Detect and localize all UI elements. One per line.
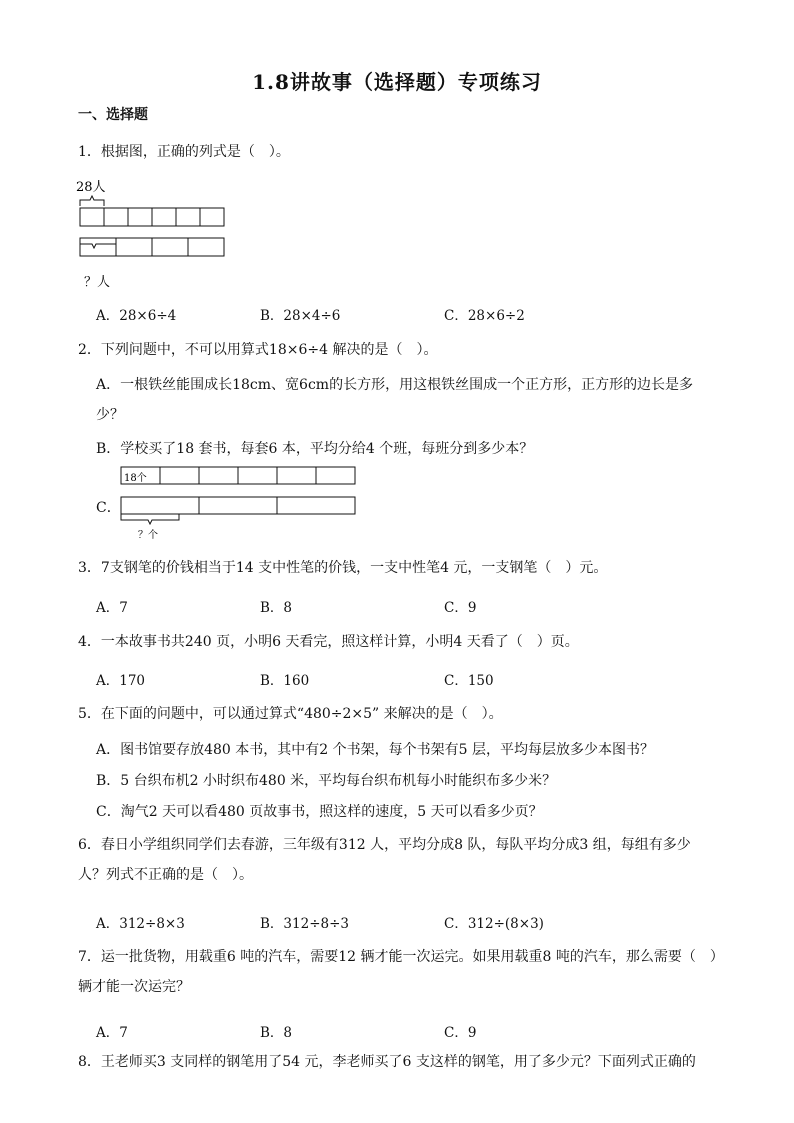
q2-bottom-segment [121,497,199,514]
question-3: 3．7支钢笔的价钱相当于14 支中性笔的价钱，一支中性笔4 元，一支钢笔（ ）元。 [78,560,608,576]
q6-option-b[interactable]: B．312÷8÷3 [260,916,349,932]
q4-option-c[interactable]: C．150 [444,673,494,689]
q1-top-segment [128,208,152,226]
q5-option-a[interactable]: A．图书馆要存放480 本书，其中有2 个书架，每个书架有5 层，平均每层放多少本图书？ [96,742,654,758]
q7-option-a[interactable]: A．7 [96,1025,128,1041]
q1-top-segment [176,208,200,226]
q1-top-segment [80,208,104,226]
q6-option-c[interactable]: C．312÷(8×3) [444,916,544,932]
q2-top-label: 18个 [124,473,147,484]
q2-top-segment [277,467,316,484]
q1-top-bar-row [80,208,224,226]
q2-top-segment [238,467,277,484]
q6-option-a[interactable]: A．312÷8×3 [96,916,185,932]
question-5: 5．在下面的问题中，可以通过算式“480÷2×5” 来解决的是（ ）。 [78,706,503,722]
question-6: 6．春日小学组织同学们去春游，三年级有312 人，平均分成8 队，每队平均分成3 组，每组有多少人？列式不正确的是（ ）。 [78,837,691,883]
q2-bottom-label: ？个 [138,530,158,541]
q1-option-b[interactable]: B．28×4÷6 [260,308,341,324]
q1-bottom-segment [152,238,188,256]
q2-top-bar-row [121,467,355,484]
q7-option-b[interactable]: B．8 [260,1025,293,1041]
section-heading: 一、选择题 [78,107,148,123]
question-8: 8．王老师买3 支同样的钢笔用了54 元，李老师买了6 支这样的钢笔，用了多少元？下面列式正确的 [78,1054,696,1070]
q2-option-a[interactable]: A．一根铁丝能围成长18cm、宽6cm的长方形，用这根铁丝围成一个正方形，正方形的边长是多少？ [96,377,694,423]
q1-bottom-brace [80,238,116,248]
q5-option-b[interactable]: B．5 台织布机2 小时织布480 米，平均每台织布机每小时能织布多少米？ [96,773,557,789]
q1-bottom-segment [188,238,224,256]
question-7: 7．运一批货物，用载重6 吨的汽车，需要12 辆才能一次运完。如果用载重8 吨的汽车，那么需要（ ）辆才能一次运完？ [78,949,717,995]
q2-bottom-brace [121,514,179,524]
q5-option-c[interactable]: C．淘气2 天可以看480 页故事书，照这样的速度，5 天可以看多少页？ [96,804,543,820]
q2-top-segment [316,467,355,484]
question-2: 2．下列问题中，不可以用算式18×6÷4 解决的是（ ）。 [78,342,438,358]
q1-bottom-label: ？人 [84,275,111,290]
q3-option-b[interactable]: B．8 [260,600,293,616]
q2-top-segment [160,467,199,484]
q1-bottom-segment [116,238,152,256]
q1-option-c[interactable]: C．28×6÷2 [444,308,525,324]
question-4: 4．一本故事书共240 页，小明6 天看完，照这样计算，小明4 天看了（ ）页。 [78,634,579,650]
q1-top-label: 28人 [76,180,106,195]
q1-bottom-segment [80,238,116,256]
q2-bottom-segment [199,497,277,514]
q7-option-c[interactable]: C．9 [444,1025,477,1041]
q4-option-a[interactable]: A．170 [96,673,146,689]
page-title: 1.8讲故事（选择题）专项练习 [252,70,542,94]
q1-top-segment [152,208,176,226]
q2-bottom-bar-row [121,497,355,514]
q1-top-brace [80,196,104,206]
q1-option-a[interactable]: A．28×6÷4 [96,308,177,324]
q3-option-a[interactable]: A．7 [96,600,128,616]
q2-bar-diagram [118,464,358,544]
q2-option-c[interactable]: C． [96,500,121,516]
q3-option-c[interactable]: C．9 [444,600,477,616]
question-1: 1．根据图，正确的列式是（ ）。 [78,144,290,160]
q2-bottom-segment [277,497,355,514]
q4-option-b[interactable]: B．160 [260,673,310,689]
q2-top-segment [199,467,238,484]
q1-top-segment [200,208,224,226]
q1-top-segment [104,208,128,226]
q1-bottom-bar-row [80,238,224,256]
q1-bar-diagram [74,176,234,292]
q2-option-b[interactable]: B．学校买了18 套书，每套6 本，平均分给4 个班，每班分到多少本？ [96,441,534,457]
